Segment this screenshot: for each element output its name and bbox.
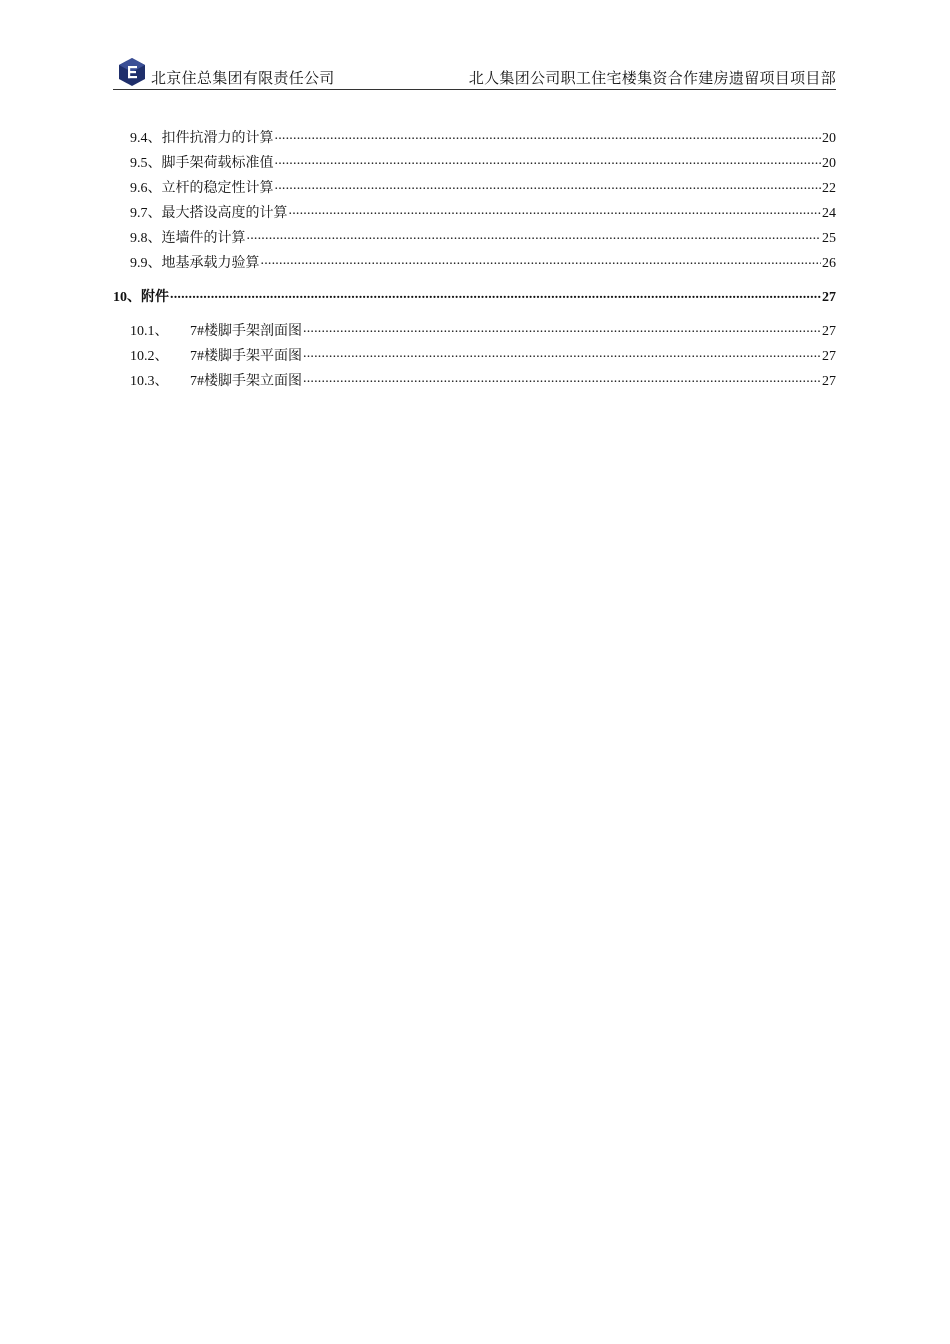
toc-entry-page: 20 bbox=[822, 156, 836, 171]
toc-entry-10-2[interactable] bbox=[113, 345, 836, 370]
toc-entry-9-6[interactable] bbox=[113, 177, 836, 202]
toc-entry-number: 9.8、 bbox=[130, 231, 162, 246]
toc-chapter-10[interactable] bbox=[113, 286, 836, 311]
toc-entry-10-3[interactable] bbox=[113, 370, 836, 395]
project-name: 北人集团公司职工住宅楼集资合作建房遗留项目项目部 bbox=[468, 71, 836, 87]
dot-leader bbox=[303, 371, 821, 385]
toc-entry-title: 脚手架荷载标准值 bbox=[161, 156, 274, 171]
toc-entry-9-5[interactable] bbox=[113, 152, 836, 177]
dot-leader bbox=[303, 346, 821, 360]
toc-chapter-number: 10、 bbox=[113, 290, 141, 305]
toc-entry-number: 9.7、 bbox=[130, 206, 162, 221]
toc-entry-page: 27 bbox=[822, 349, 836, 364]
dot-leader bbox=[247, 228, 822, 242]
toc-entry-number: 9.6、 bbox=[130, 181, 162, 196]
page-header bbox=[113, 56, 836, 90]
toc-entry-number: 9.5、 bbox=[130, 156, 162, 171]
toc-entry-9-9[interactable] bbox=[113, 252, 836, 277]
toc-entry-9-8[interactable] bbox=[113, 227, 836, 252]
toc-chapter-title: 附件 bbox=[141, 290, 169, 305]
toc-entry-title: 7#楼脚手架平面图 bbox=[190, 349, 302, 364]
toc-entry-page: 25 bbox=[822, 231, 836, 246]
toc-entry-page: 27 bbox=[822, 374, 836, 389]
company-logo-icon bbox=[118, 57, 146, 87]
dot-leader bbox=[275, 128, 822, 142]
dot-leader bbox=[275, 178, 822, 192]
dot-leader bbox=[289, 203, 822, 217]
toc-chapter-page: 27 bbox=[822, 290, 836, 305]
dot-leader bbox=[303, 321, 821, 335]
toc-entry-title: 连墙件的计算 bbox=[161, 231, 246, 246]
toc-entry-title: 扣件抗滑力的计算 bbox=[161, 131, 274, 146]
toc-entry-page: 20 bbox=[822, 131, 836, 146]
toc-entry-number: 10.2、 bbox=[130, 349, 169, 364]
toc-entry-number: 10.3、 bbox=[130, 374, 169, 389]
dot-leader bbox=[275, 153, 822, 167]
toc-entry-9-7[interactable] bbox=[113, 202, 836, 227]
toc-entry-number: 10.1、 bbox=[130, 324, 169, 339]
toc-entry-title: 地基承载力验算 bbox=[161, 256, 260, 271]
company-name: 北京住总集团有限责任公司 bbox=[151, 71, 335, 87]
toc-entry-page: 27 bbox=[822, 324, 836, 339]
toc-entry-9-4[interactable] bbox=[113, 127, 836, 152]
toc-entry-title: 7#楼脚手架剖面图 bbox=[190, 324, 302, 339]
toc-entry-page: 26 bbox=[822, 256, 836, 271]
toc-entry-number: 9.9、 bbox=[130, 256, 162, 271]
toc-entry-page: 24 bbox=[822, 206, 836, 221]
toc-entry-10-1[interactable] bbox=[113, 320, 836, 345]
dot-leader bbox=[261, 253, 822, 267]
dot-leader bbox=[170, 287, 821, 301]
toc-entry-number: 9.4、 bbox=[130, 131, 162, 146]
toc-entry-title: 立杆的稳定性计算 bbox=[161, 181, 274, 196]
toc-entry-title: 最大搭设高度的计算 bbox=[161, 206, 288, 221]
toc-entry-title: 7#楼脚手架立面图 bbox=[190, 374, 302, 389]
table-of-contents bbox=[113, 127, 836, 395]
toc-entry-page: 22 bbox=[822, 181, 836, 196]
